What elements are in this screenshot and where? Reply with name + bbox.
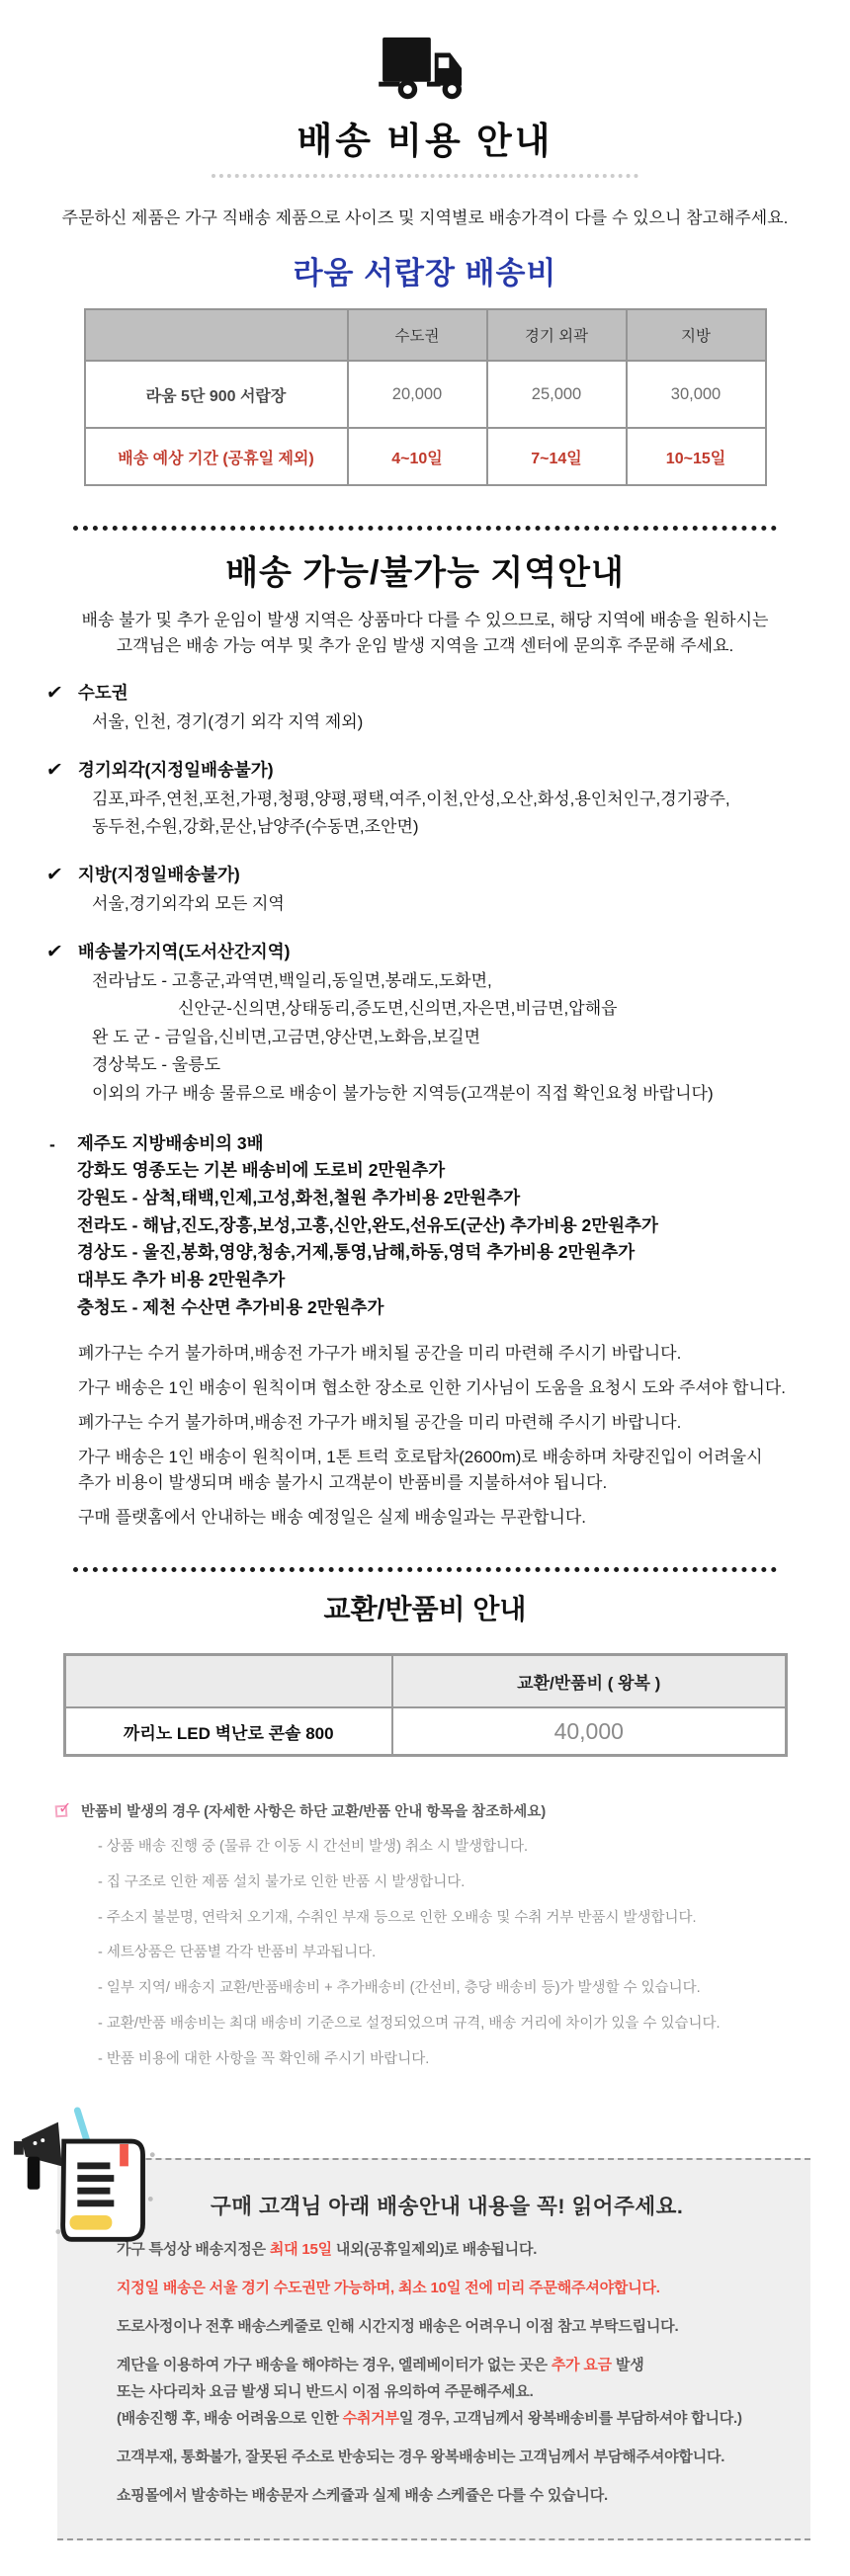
check-item-title: 수도권 — [77, 683, 128, 703]
region-intro — [0, 608, 850, 658]
page-header — [0, 0, 850, 178]
return-fee-item: - 주소지 불분명, 연락처 오기재, 수취인 부재 등으로 인한 오배송 및 수취 거부 반품시 발생합니다. — [98, 1909, 697, 1926]
check-item-province — [0, 862, 850, 917]
return-fee-item: - 세트상품은 단품별 각각 반품비 부과됩니다. — [98, 1945, 377, 1961]
truck-icon — [377, 32, 473, 109]
fee-table-header-row — [85, 309, 766, 361]
notice-text: 내외(공휴일제외)로 배송됩니다. — [331, 2240, 538, 2258]
return-fee-item: - 상품 배송 진행 중 (물류 간 이동 시 간선비 발생) 취소 시 발생합니다. — [98, 1838, 529, 1855]
check-item-line: 서울, 인천, 경기(경기 외각 지역 제외) — [92, 712, 364, 731]
return-fee-list — [98, 1838, 850, 2069]
intro-text: 주문하신 제품은 가구 직배송 제품으로 사이즈 및 지역별로 배송가격이 다를 수 있으니 참고해주세요. — [61, 208, 789, 227]
surcharge-line: 대부도 추가 비용 2만원추가 — [77, 1269, 286, 1289]
notice-text: 또는 사다리차 요금 발생 되니 반드시 이점 유의하여 주문해주세요. — [117, 2382, 534, 2400]
notice-text-red: 최대 15일 — [269, 2240, 332, 2258]
fee-header-gyeonggi-outer: 경기 외곽 — [487, 309, 627, 361]
fee-duration-value: 4~10일 — [348, 428, 487, 485]
delivery-notes — [0, 1343, 850, 1530]
surcharge-line: 경상도 - 울진,봉화,영양,청송,거제,통영,남해,하동,영덕 추가비용 2만원추가 — [77, 1242, 636, 1263]
check-item-title: 지방(지정일배송불가) — [77, 864, 240, 884]
fee-section-title: 라움 서랍장 배송비 — [293, 256, 557, 291]
exchange-fee-value: 40,000 — [392, 1707, 786, 1755]
check-icon: ✔ — [44, 864, 64, 885]
check-item-line: 경상북도 - 울릉도 — [92, 1055, 221, 1075]
notice-text: (배송진행 후, 배송 어려움으로 인한 — [117, 2409, 343, 2427]
fee-duration-label: 배송 예상 기간 (공휴일 제외) — [85, 428, 348, 485]
fee-header-metro: 수도권 — [348, 309, 487, 361]
exchange-header-empty — [64, 1654, 392, 1707]
check-item-title: 배송불가지역(도서산간지역) — [77, 941, 291, 961]
fee-header-province: 지방 — [627, 309, 766, 361]
return-fee-item: - 반품 비용에 대한 사항을 꼭 확인해 주시기 바랍니다. — [98, 2050, 430, 2067]
notice-line — [117, 2277, 787, 2297]
return-fee-notice-title: 반품비 발생의 경우 (자세한 사항은 하단 교환/반품 안내 항목을 참조하세요) — [81, 1803, 547, 1820]
notice-line — [117, 2354, 787, 2374]
exchange-product-name: 까리노 LED 벽난로 콘솔 800 — [64, 1707, 392, 1755]
check-icon: ✔ — [44, 941, 64, 962]
check-item-line: 김포,파주,연천,포천,가평,청평,양평,평택,여주,이천,안성,오산,화성,용인처인구,경기광주, — [92, 789, 730, 808]
shipping-fee-table — [84, 308, 767, 486]
surcharge-line: 전라도 - 해남,진도,장흥,보성,고흥,신안,완도,선유도(군산) 추가비용 2만원추가 — [77, 1214, 658, 1235]
fee-table-row-duration — [85, 428, 766, 485]
notice-text-red: 지정일 배송은 서울 경기 수도권만 가능하며, 최소 10일 전에 미리 주문해주셔야합니다. — [117, 2279, 660, 2296]
notice-text-red: 수취거부 — [342, 2409, 399, 2427]
notice-line — [117, 2407, 787, 2428]
check-icon: ✔ — [44, 683, 64, 704]
region-section-title: 배송 가능/불가능 지역안내 — [225, 554, 625, 592]
notice-text: 발생 — [611, 2356, 644, 2373]
surcharge-line: 충청도 - 제천 수산면 추가비용 2만원추가 — [77, 1296, 384, 1317]
exchange-table-header-row — [64, 1654, 786, 1707]
notice-text-red: 추가 요금 — [551, 2356, 612, 2373]
dotted-divider — [73, 526, 777, 531]
check-item-line: 이외의 가구 배송 물류으로 배송이 불가능한 지역등(고객분이 직접 확인요청 바랍니다) — [92, 1084, 714, 1104]
fee-duration-value: 10~15일 — [627, 428, 766, 485]
notice-text: 계단을 이용하여 가구 배송을 해야하는 경우, 엘레베이터가 없는 곳은 — [117, 2356, 552, 2373]
check-item-undeliverable — [0, 939, 850, 1107]
check-item-line: 신안군-신의면,상태동리,증도면,신의면,자은면,비금면,압해읍 — [178, 999, 618, 1019]
fee-value: 20,000 — [348, 361, 487, 428]
fee-duration-value: 7~14일 — [487, 428, 627, 485]
check-item-line: 서울,경기외각외 모든 지역 — [92, 893, 285, 913]
delivery-note: 가구 배송은 1인 배송이 원칙이며 협소한 장소로 인한 기사님이 도움을 요청시 도와 주셔야 합니다. — [78, 1378, 787, 1398]
delivery-note: 추가 비용이 발생되며 배송 불가시 고객분이 반품비를 지불하셔야 됩니다. — [78, 1473, 608, 1492]
delivery-note: 가구 배송은 1인 배송이 원칙이며, 1톤 트럭 호로탑차(2600m)로 배송하며 차량진입이 어려울시 — [78, 1448, 763, 1467]
dotted-divider — [73, 1567, 777, 1572]
notice-line — [117, 2446, 787, 2466]
surcharge-line: 제주도 지방배송비의 3배 — [77, 1132, 264, 1153]
return-fee-item: - 집 구조로 인한 제품 설치 불가로 인한 반품 시 발생합니다. — [98, 1873, 466, 1890]
notice-title: 구매 고객님 아래 배송안내 내용을 꼭! 읽어주세요. — [211, 2194, 684, 2218]
exchange-table-row — [64, 1707, 786, 1755]
return-fee-notice — [55, 1800, 850, 1821]
region-intro-line2: 고객님은 배송 가능 여부 및 추가 운임 발생 지역을 고객 센터에 문의후 주문해 주세요. — [116, 635, 734, 655]
page-title: 배송 비용 안내 — [297, 121, 553, 161]
notice-line — [117, 2315, 787, 2336]
exchange-section-title: 교환/반품비 안내 — [323, 1593, 527, 1624]
fee-header-empty — [85, 309, 348, 361]
check-item-metro — [0, 680, 850, 735]
notice-text: 쇼핑몰에서 발송하는 배송문자 스케쥴과 실제 배송 스케쥴은 다를 수 있습니다. — [117, 2486, 608, 2504]
return-fee-item: - 교환/반품 배송비는 최대 배송비 기준으로 설정되었으며 규격, 배송 거리에 차이가 있을 수 있습니다. — [98, 2016, 721, 2033]
region-checklist — [0, 680, 850, 1107]
title-underline — [212, 174, 638, 178]
surcharge-line: 강화도 영종도는 기본 배송비에 도로비 2만원추가 — [77, 1160, 446, 1181]
fee-product-label: 라움 5단 900 서랍장 — [85, 361, 348, 428]
exchange-header-label: 교환/반품비 ( 왕복 ) — [392, 1654, 786, 1707]
notice-line — [117, 2238, 787, 2259]
check-item-line: 완 도 군 - 금일읍,신비면,고금면,양산면,노화음,보길면 — [92, 1027, 481, 1046]
page-bottom-spacer — [0, 2540, 850, 2576]
fee-table-row-product — [85, 361, 766, 428]
notice-box — [57, 2158, 810, 2540]
notice-text: 가구 특성상 배송지정은 — [117, 2240, 270, 2258]
surcharge-block — [0, 1130, 850, 1321]
fee-value: 25,000 — [487, 361, 627, 428]
notice-section — [0, 2158, 850, 2540]
notice-text: 고객부재, 통화불가, 잘못된 주소로 반송되는 경우 왕복배송비는 고객님께서 부담해주셔야합니다. — [117, 2448, 725, 2465]
notice-text: 일 경우, 고객님께서 왕복배송비를 부담하셔야 합니다.) — [398, 2409, 742, 2427]
pink-check-icon: ✓ — [55, 1802, 72, 1819]
exchange-fee-table — [63, 1653, 788, 1757]
surcharge-line: 강원도 - 삼척,태백,인제,고성,화천,철원 추가비용 2만원추가 — [77, 1188, 521, 1208]
region-intro-line1: 배송 불가 및 추가 운임이 발생 지역은 상품마다 다를 수 있으므로, 해당 지역에 배송을 원하시는 — [81, 611, 769, 629]
delivery-note: 폐가구는 수거 불가하며,배송전 가구가 배치될 공간을 미리 마련해 주시기 바랍니다. — [78, 1344, 682, 1364]
delivery-note: 폐가구는 수거 불가하며,배송전 가구가 배치될 공간을 미리 마련해 주시기 바랍니다. — [78, 1413, 682, 1433]
notice-line — [117, 2380, 787, 2401]
check-item-line: 동두천,수원,강화,문산,남양주(수동면,조안면) — [92, 817, 419, 837]
check-item-line: 전라남도 - 고흥군,과역면,백일리,동일면,봉래도,도화면, — [92, 970, 492, 990]
check-icon: ✔ — [44, 759, 64, 781]
check-item-title: 경기외각(지정일배송불가) — [77, 759, 274, 780]
megaphone-document-icon — [12, 2107, 166, 2251]
dash-bullet: - — [49, 1133, 55, 1154]
fee-value: 30,000 — [627, 361, 766, 428]
delivery-note: 구매 플랫홈에서 안내하는 배송 예정일은 실제 배송일과는 무관합니다. — [78, 1507, 587, 1527]
notice-text: 도로사정이나 전후 배송스케줄로 인해 시간지정 배송은 어려우니 이점 참고 부탁드립니다. — [117, 2317, 679, 2335]
return-fee-item: - 일부 지역/ 배송지 교환/반품배송비 + 추가배송비 (간선비, 층당 배송비 등)가 발생할 수 있습니다. — [98, 1980, 701, 1997]
check-item-gyeonggi-outer — [0, 757, 850, 840]
notice-line — [117, 2484, 787, 2505]
